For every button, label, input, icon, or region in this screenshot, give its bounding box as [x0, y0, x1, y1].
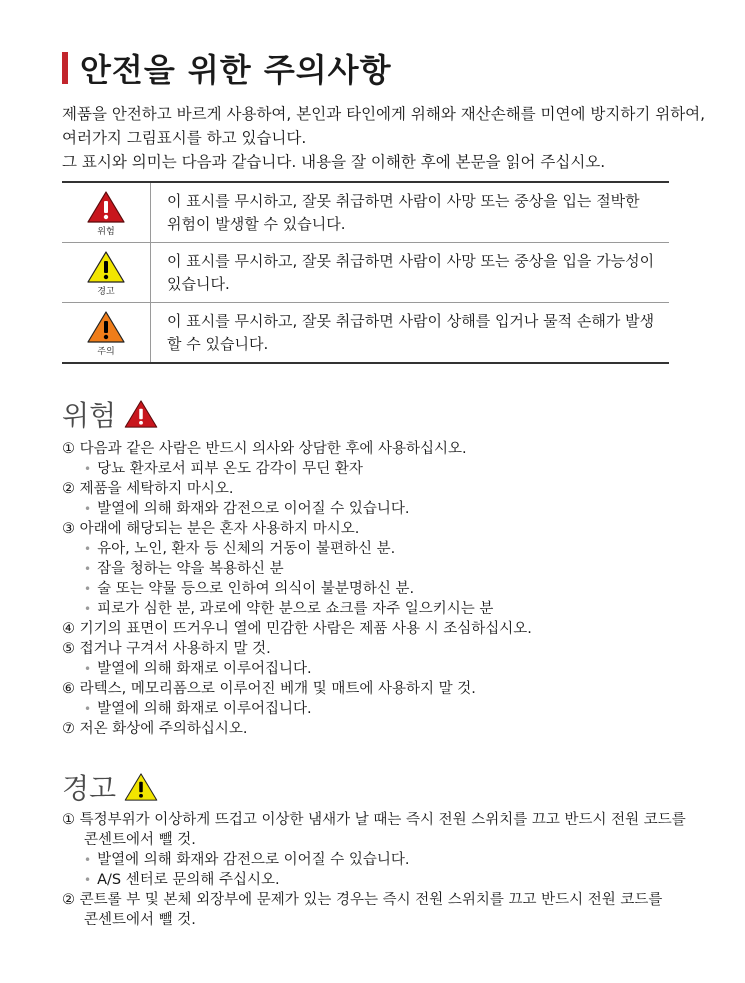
- page-title: [62, 48, 392, 88]
- danger-section-title: 위험: [62, 399, 117, 432]
- sign-row-warning: [62, 243, 669, 303]
- sign-label: 주의: [97, 346, 115, 357]
- intro-line: 여러가지 그림표시를 하고 있습니다.: [62, 129, 307, 147]
- warning-list: [62, 810, 702, 930]
- list-item: ⑤ 접거나 구겨서 사용하지 말 것.: [62, 641, 271, 657]
- list-item: ① 특정부위가 이상하게 뜨겁고 이상한 냄새가 날 때는 즉시 전원 스위치를 끄고 반드시 전원 코드를: [62, 812, 686, 828]
- list-subitem: • 술 또는 약물 등으로 인하여 의식이 불분명하신 분.: [62, 579, 702, 599]
- danger-section-heading: [62, 394, 158, 434]
- title-accent-bar: [62, 52, 68, 84]
- warning-section-title: 경고: [62, 772, 117, 805]
- warning-caution-icon: [87, 251, 125, 283]
- list-subitem: • A/S 센터로 문의해 주십시오.: [62, 870, 702, 890]
- list-subitem: • 발열에 의해 화재로 이루어집니다.: [62, 659, 702, 679]
- caution-warning-icon: [87, 311, 125, 343]
- sign-label: 경고: [97, 286, 115, 297]
- list-item: ⑦ 저온 화상에 주의하십시오.: [62, 721, 248, 737]
- warning-caution-icon: [124, 773, 158, 801]
- list-subitem: • 발열에 의해 화재와 감전으로 이어질 수 있습니다.: [62, 850, 702, 870]
- list-item: ④ 기기의 표면이 뜨거우니 열에 민감한 사람은 제품 사용 시 조심하십시오.: [62, 621, 532, 637]
- page-title-text: 안전을 위한 주의사항: [80, 51, 392, 89]
- list-subitem: • 발열에 의해 화재로 이루어집니다.: [62, 699, 702, 719]
- sign-description: 이 표시를 무시하고, 잘못 취급하면 사람이 사망 또는 중상을 입을 가능성이 있습니다.: [151, 243, 670, 303]
- intro-line: 제품을 안전하고 바르게 사용하여, 본인과 타인에게 위해와 재산손해를 미연에 방지하기 위하여,: [62, 105, 706, 123]
- list-subitem: • 유아, 노인, 환자 등 신체의 거동이 불편하신 분.: [62, 539, 702, 559]
- list-subitem: • 발열에 의해 화재와 감전으로 이어질 수 있습니다.: [62, 499, 702, 519]
- list-subitem: • 잠을 청하는 약을 복용하신 분: [62, 559, 702, 579]
- list-item: ③ 아래에 해당되는 분은 혼자 사용하지 마시오.: [62, 521, 360, 537]
- warning-section-heading: [62, 767, 158, 807]
- list-item: ① 다음과 같은 사람은 반드시 의사와 상담한 후에 사용하십시오.: [62, 441, 467, 457]
- list-item-continuation: 콘센트에서 뺄 것.: [84, 832, 196, 848]
- sign-legend-table: [62, 181, 669, 364]
- sign-row-caution: [62, 303, 669, 364]
- danger-warning-icon: [124, 400, 158, 428]
- list-subitem: • 당뇨 환자로서 피부 온도 감각이 무딘 환자: [62, 459, 702, 479]
- sign-row-danger: [62, 182, 669, 243]
- sign-description: 이 표시를 무시하고, 잘못 취급하면 사람이 상해를 입거나 물적 손해가 발생 할 수 있습니다.: [151, 303, 670, 364]
- danger-warning-icon: [87, 191, 125, 223]
- sign-label: 위험: [97, 226, 115, 237]
- list-item: ② 콘트롤 부 및 본체 외장부에 문제가 있는 경우는 즉시 전원 스위치를 끄고 반드시 전원 코드를: [62, 892, 663, 908]
- intro-text: [62, 102, 706, 174]
- list-item: ⑥ 라텍스, 메모리폼으로 이루어진 베개 및 매트에 사용하지 말 것.: [62, 681, 476, 697]
- intro-line: 그 표시와 의미는 다음과 같습니다. 내용을 잘 이해한 후에 본문을 읽어 주십시오.: [62, 153, 606, 171]
- list-subitem: • 피로가 심한 분, 과로에 약한 분으로 쇼크를 자주 일으키시는 분: [62, 599, 702, 619]
- list-item: ② 제품을 세탁하지 마시오.: [62, 481, 234, 497]
- sign-description: 이 표시를 무시하고, 잘못 취급하면 사람이 사망 또는 중상을 입는 절박한 위험이 발생할 수 있습니다.: [167, 191, 640, 233]
- list-item-continuation: 콘센트에서 뺄 것.: [84, 912, 196, 928]
- danger-list: [62, 439, 702, 739]
